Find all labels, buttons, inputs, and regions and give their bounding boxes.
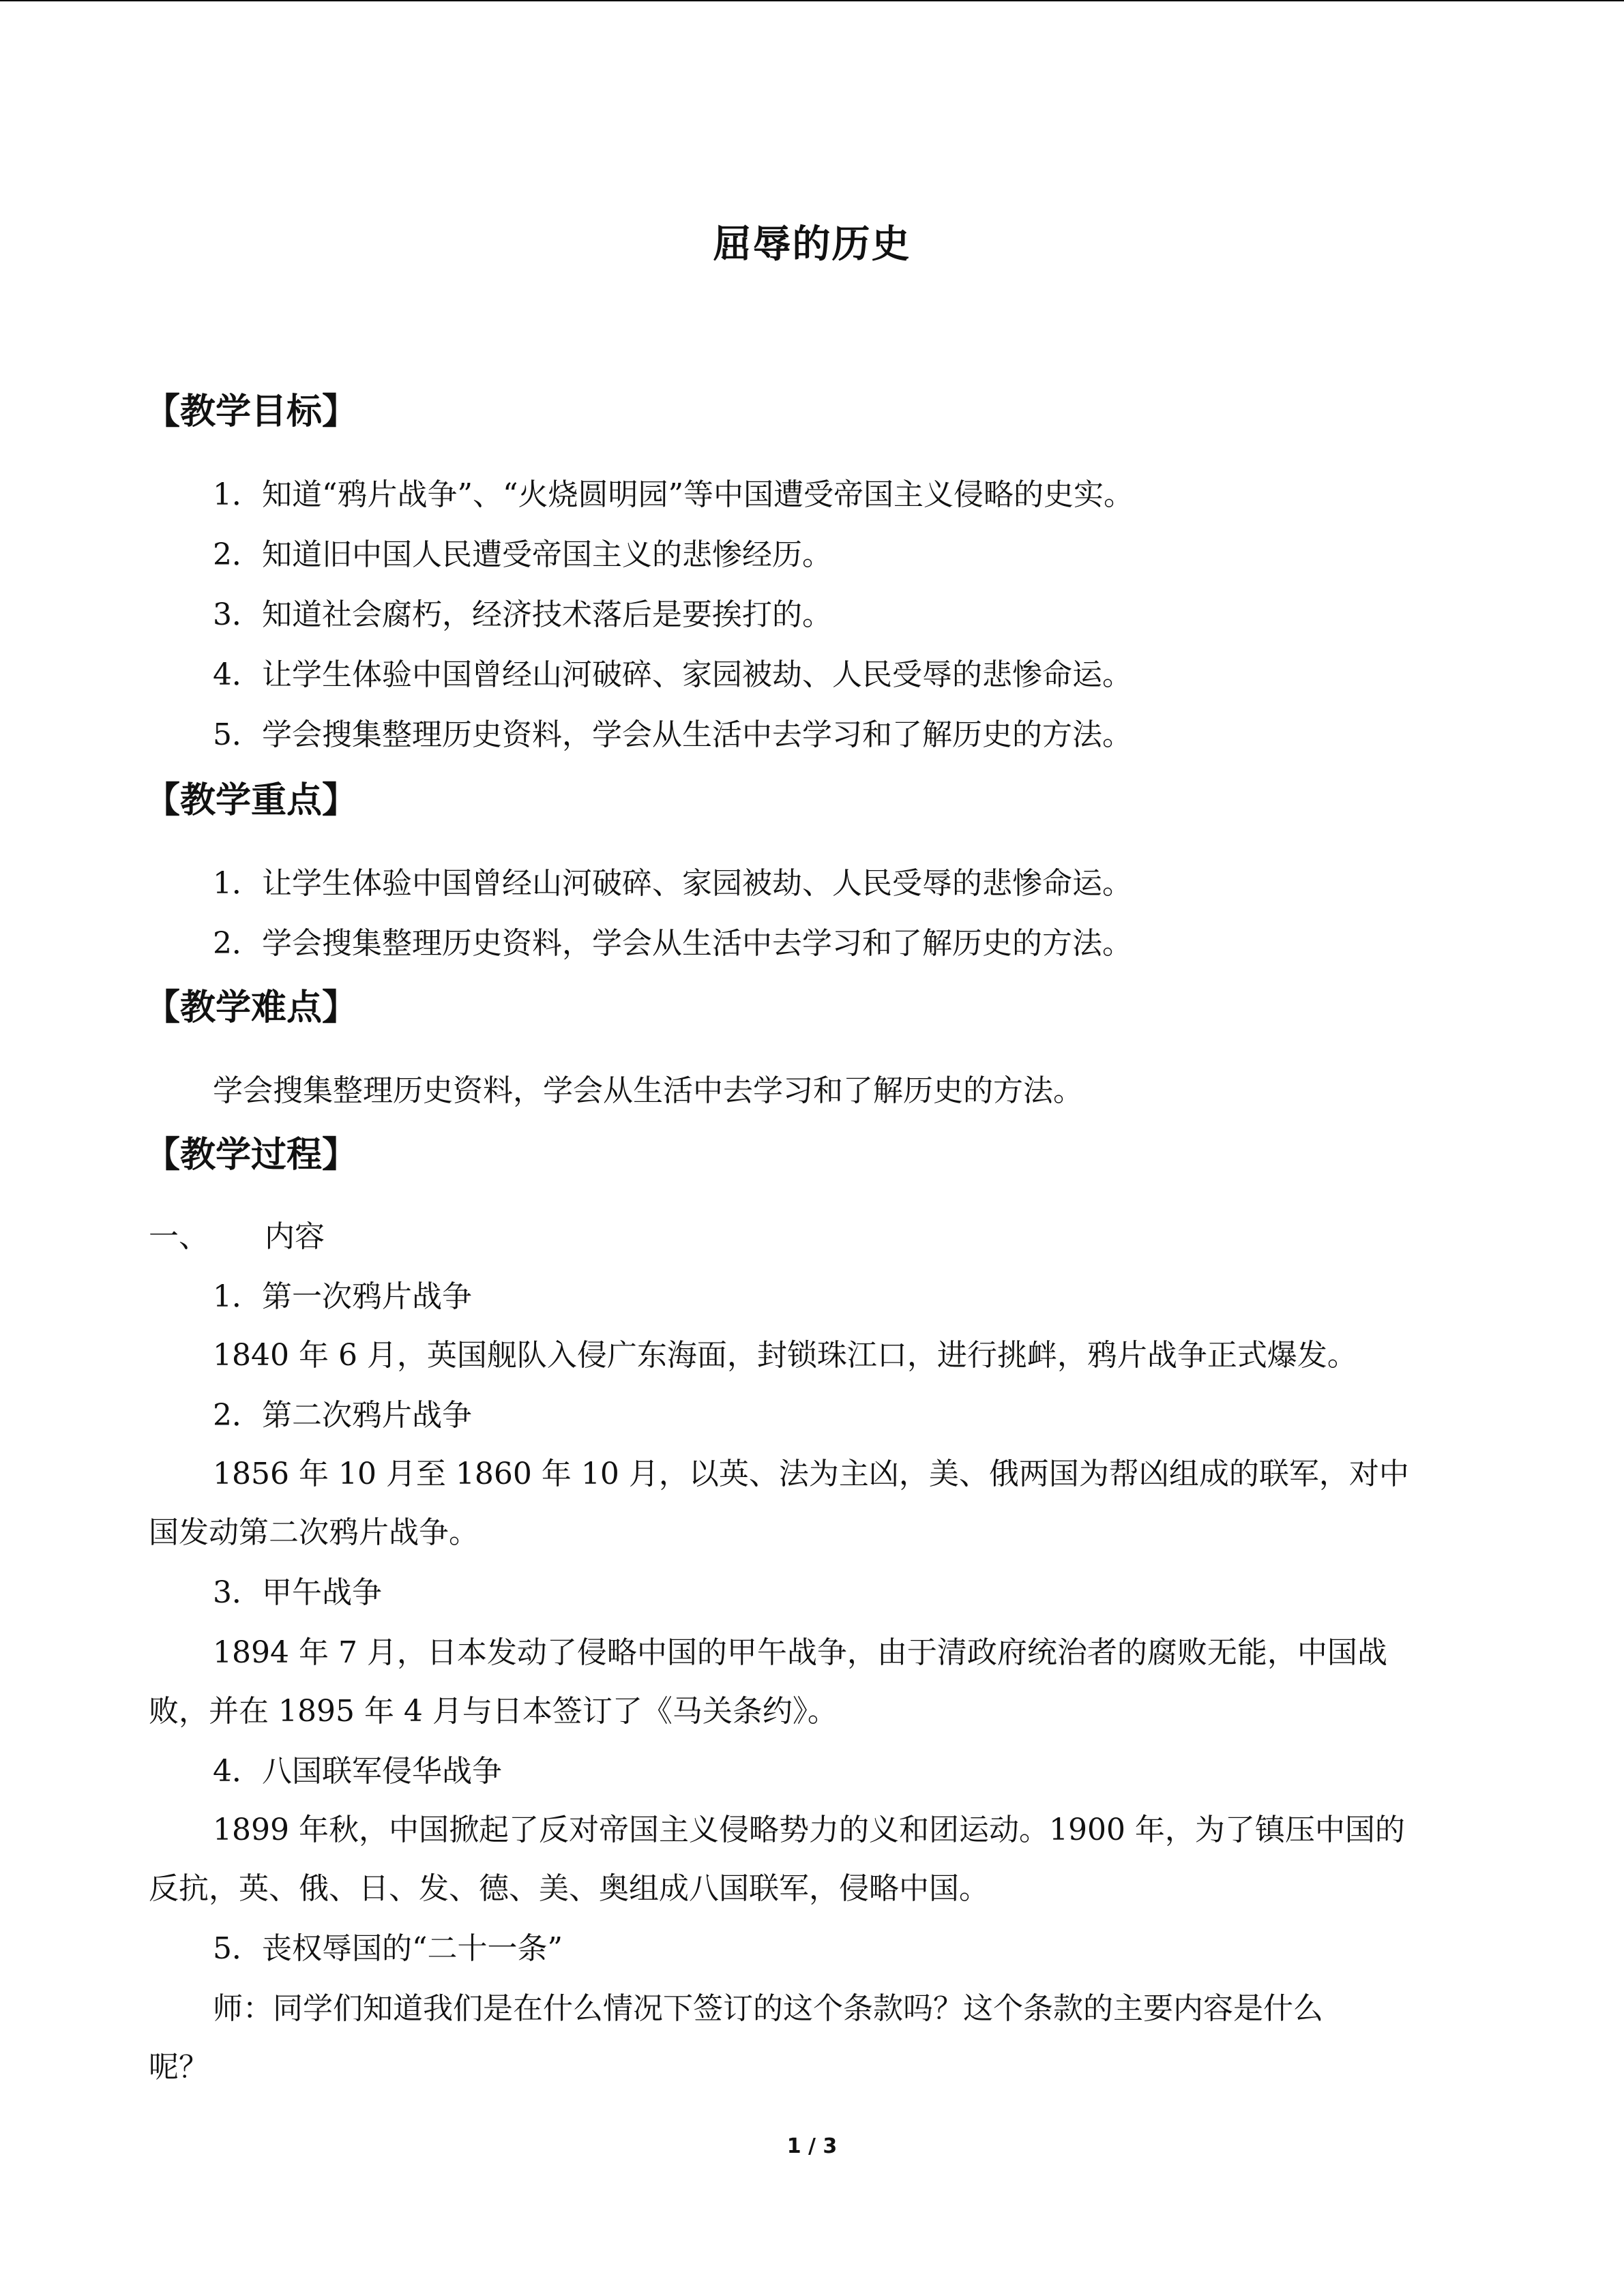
difficulty-text: 学会搜集整理历史资料，学会从生活中去学习和了解历史的方法。 [213,1073,1083,1108]
process-entry: 呢？ [149,2050,209,2085]
page-number: 1 / 3 [786,2134,838,2158]
heading-key-points: 【教学重点】 [145,780,358,821]
process-entry: 1894 年 7 月，日本发动了侵略中国的甲午战争，由于清政府统治者的腐败无能，中国战 [213,1635,1387,1670]
objective-item-2: 2．知道旧中国人民遭受帝国主义的悲惨经历。 [213,537,832,572]
objective-item-3: 3．知道社会腐朽，经济技术落后是要挨打的。 [213,597,832,632]
process-part-number: 一、 [149,1219,209,1254]
process-entry: 5．丧权辱国的“二十一条” [213,1931,563,1966]
process-entry: 国发动第二次鸦片战争。 [149,1515,479,1550]
process-entry: 3．甲午战争 [213,1575,382,1610]
objective-item-1: 1．知道“鸦片战争”、“火烧圆明园”等中国遭受帝国主义侵略的史实。 [213,477,1134,512]
process-entry: 师：同学们知道我们是在什么情况下签订的这个条款吗？这个条款的主要内容是什么 [213,1991,1323,2026]
heading-difficulties: 【教学难点】 [145,987,358,1028]
process-entry: 反抗，英、俄、日、发、德、美、奥组成八国联军，侵略中国。 [149,1871,989,1906]
heading-process: 【教学过程】 [145,1135,358,1176]
objective-item-4: 4．让学生体验中国曾经山河破碎、家园被劫、人民受辱的悲惨命运。 [213,657,1132,692]
process-entry: 1856 年 10 月至 1860 年 10 月，以英、法为主凶，美、俄两国为帮凶组成的联军，对中 [213,1457,1409,1491]
key-point-item-2: 2．学会搜集整理历史资料，学会从生活中去学习和了解历史的方法。 [213,926,1132,961]
process-entry: 4．八国联军侵华战争 [213,1754,502,1789]
heading-objectives: 【教学目标】 [145,391,358,432]
objective-item-5: 5．学会搜集整理历史资料，学会从生活中去学习和了解历史的方法。 [213,717,1132,752]
key-point-item-1: 1．让学生体验中国曾经山河破碎、家园被劫、人民受辱的悲惨命运。 [213,866,1132,901]
process-entry: 败，并在 1895 年 4 月与日本签订了《马关条约》。 [149,1694,838,1729]
process-entry: 2．第二次鸦片战争 [213,1398,472,1433]
process-entry: 1899 年秋，中国掀起了反对帝国主义侵略势力的义和团运动。1900 年，为了镇压中国的 [213,1813,1405,1847]
process-entry: 1．第一次鸦片战争 [213,1279,472,1314]
document-title: 屈辱的历史 [713,222,911,267]
document-page [0,1,1624,2296]
process-part-label: 内容 [265,1219,325,1254]
process-entry: 1840 年 6 月，英国舰队入侵广东海面，封锁珠江口，进行挑衅，鸦片战争正式爆发。 [213,1338,1357,1373]
